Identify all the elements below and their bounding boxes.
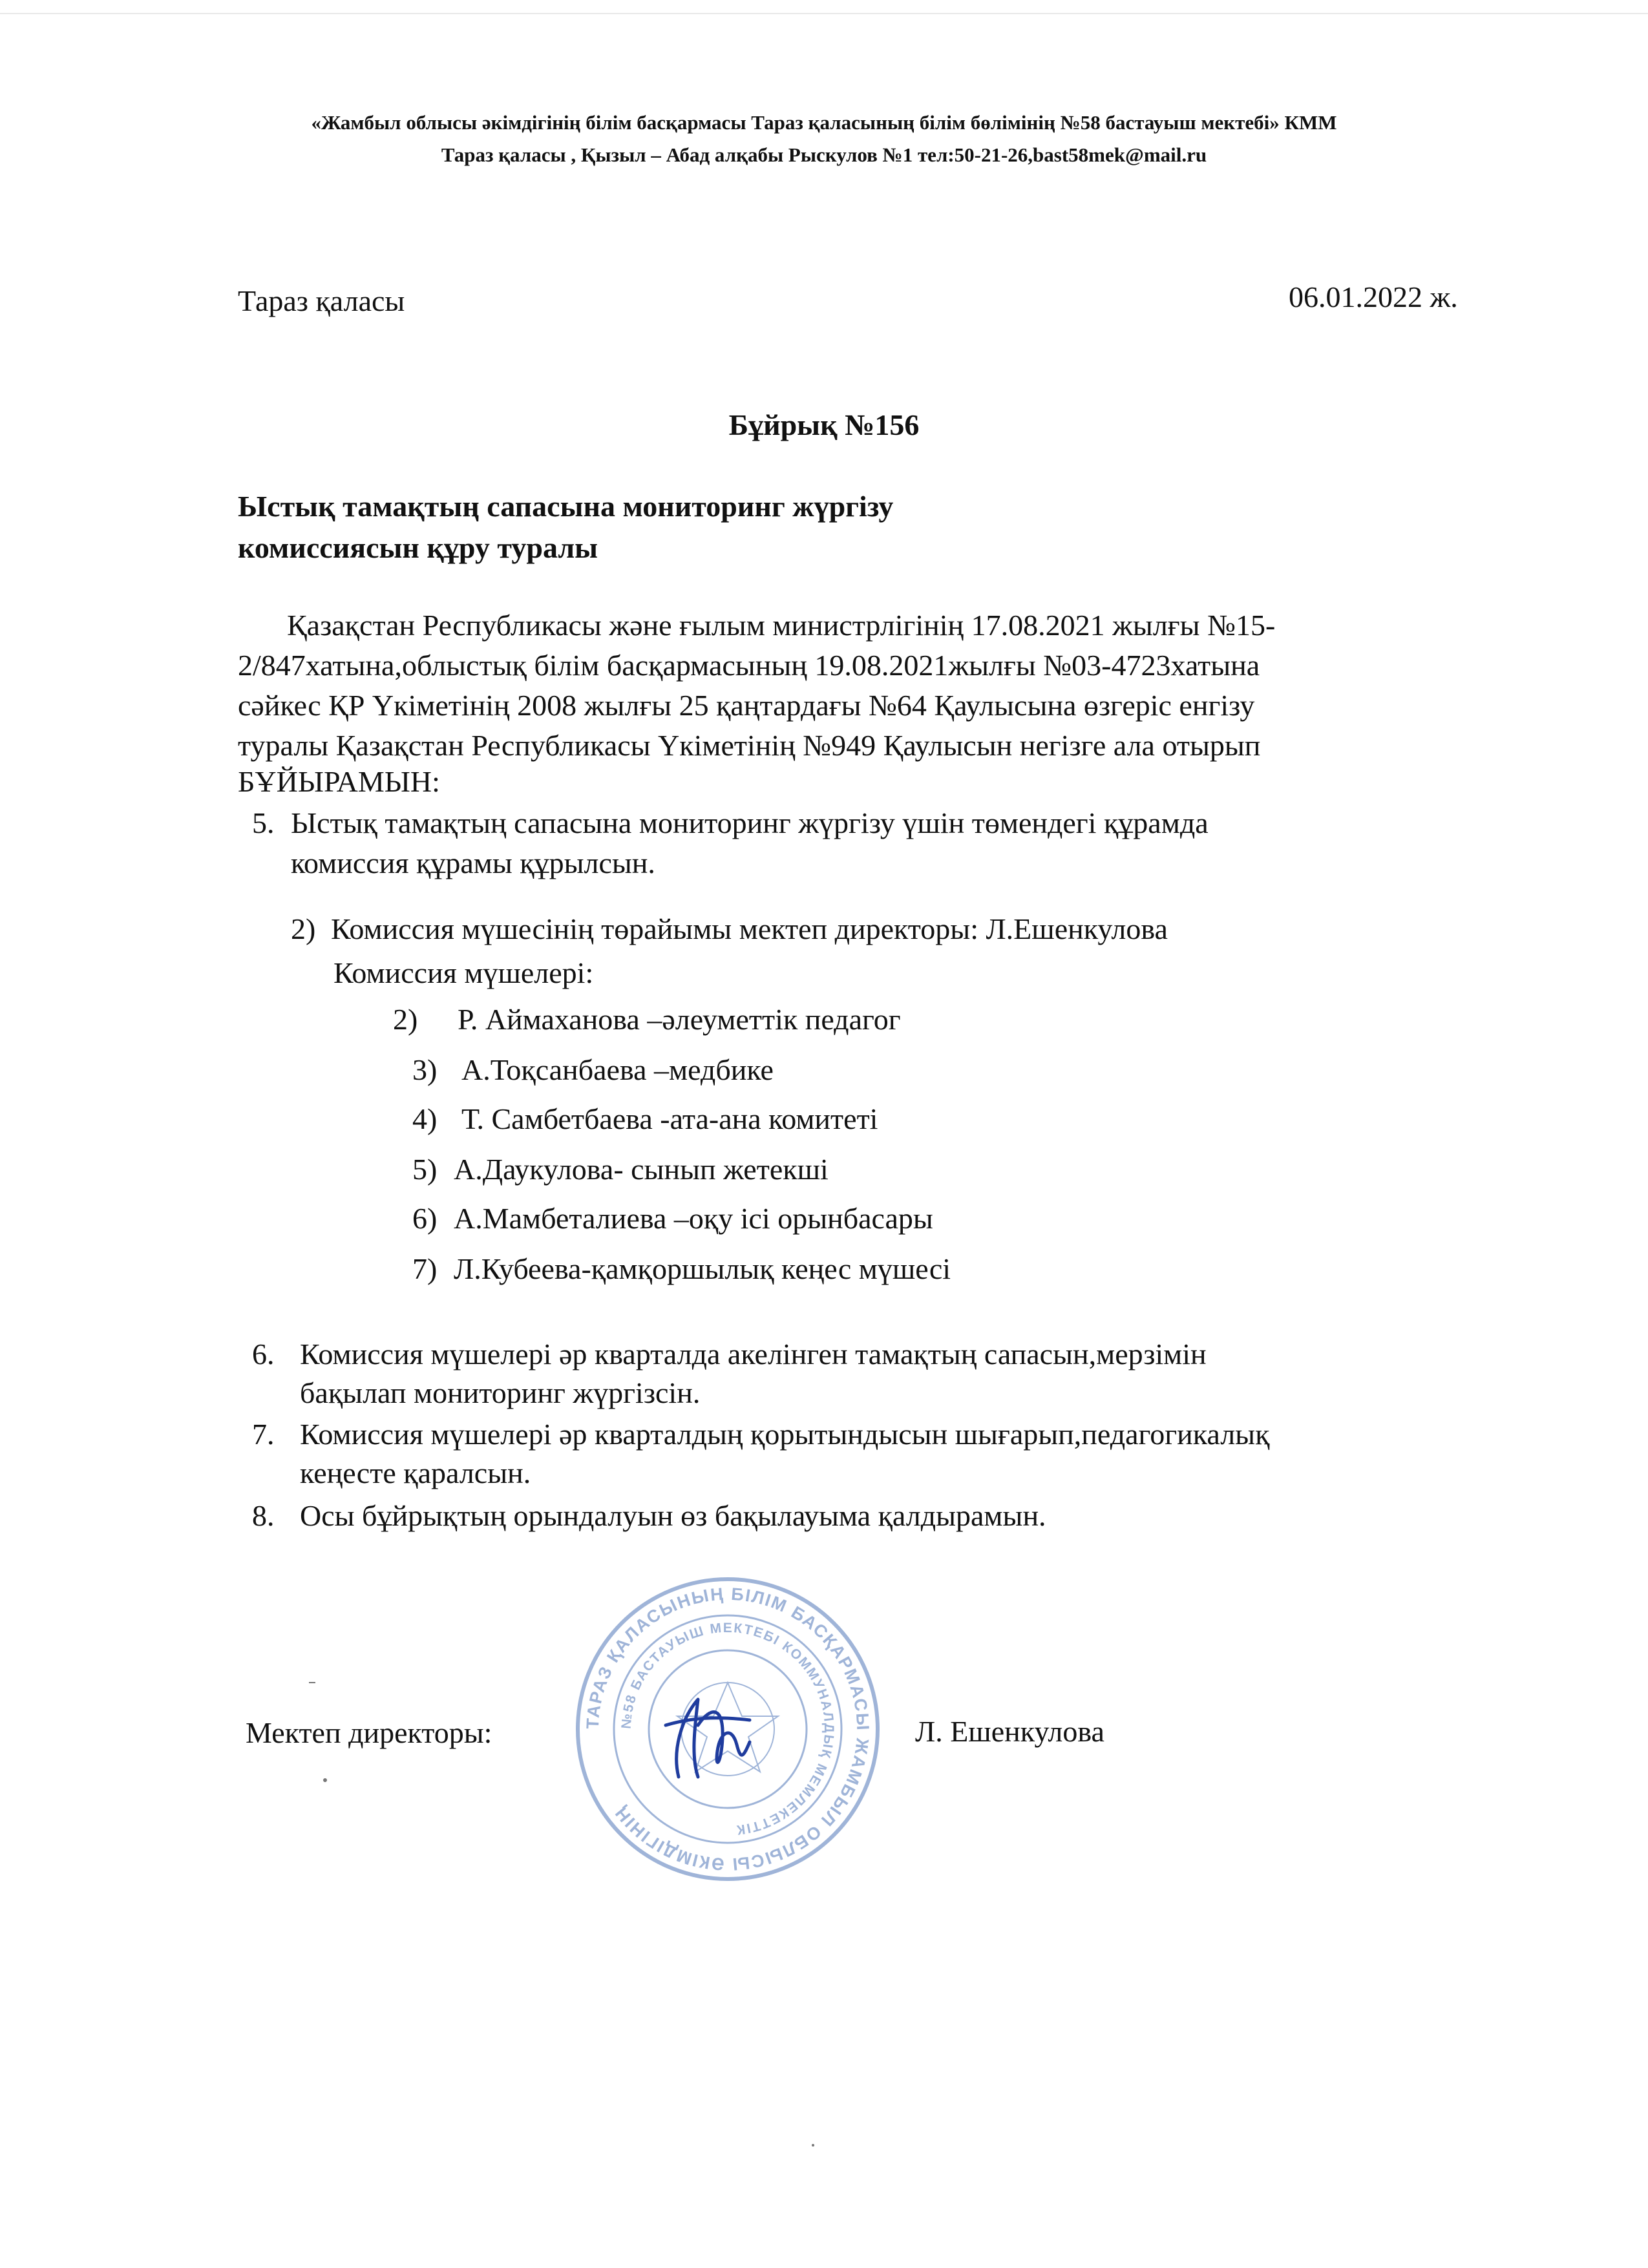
item-line: Осы бұйрықтың орындалуын өз бақылауыма қалдырамын.: [300, 1499, 1046, 1532]
item-line: Комиссия мүшелері әр кварталдың қорытындысын шығарып,педагогикалық: [300, 1418, 1270, 1451]
place: Тараз қаласы: [238, 284, 405, 317]
scan-speck: [309, 1682, 315, 1683]
member-number: 4): [412, 1102, 438, 1135]
letterhead-line-2: Тараз қаласы , Қызыл – Абад алқабы Рыскулов №1 тел:50-21-26,bast58mek@mail.ru: [441, 143, 1207, 166]
member-number: 7): [412, 1252, 438, 1285]
chair-number: 2): [291, 912, 316, 945]
preamble-line-4: туралы Қазақстан Республикасы Үкіметінің №949 Қаулысын негізге ала отырып: [238, 729, 1261, 762]
member-line: Т. Самбетбаева -ата-ана комитеті: [461, 1102, 878, 1135]
member-number: 3): [412, 1053, 438, 1086]
members-label: Комиссия мүшелері:: [333, 956, 594, 989]
preamble-line-1: Қазақстан Республикасы және ғылым министрлігінің 17.08.2021 жылғы №15-: [287, 609, 1276, 642]
member-line: А.Даукулова- сынып жетекші: [454, 1153, 829, 1186]
item-number: 7.: [252, 1418, 275, 1451]
letterhead-line-1: «Жамбыл облысы әкімдігінің білім басқармасы Тараз қаласының білім бөлімінің №58 бастауыш мектебі» КММ: [311, 111, 1337, 134]
preamble-line-5: БҰЙЫРАМЫН:: [238, 765, 440, 798]
svg-text:ТАРАЗ ҚАЛАСЫНЫҢ БІЛІМ БАСҚАРМА: ТАРАЗ ҚАЛАСЫНЫҢ БІЛІМ БАСҚАРМАСЫ ЖАМБЫЛ ОБЛЫСЫ ӘКІМДІГІНІҢ: [582, 1584, 873, 1874]
signatory-title: Мектеп директоры:: [246, 1716, 492, 1749]
svg-text:№58 БАСТАУЫШ МЕКТЕБІ КОММУНАЛД: №58 БАСТАУЫШ МЕКТЕБІ КОММУНАЛДЫҚ МЕМЛЕКЕТТІК: [618, 1620, 837, 1838]
signatory-name: Л. Ешенкулова: [915, 1715, 1104, 1748]
signature-scribble: [653, 1680, 763, 1790]
item-line: кеңесте қаралсын.: [300, 1456, 531, 1489]
scan-speck: [812, 2144, 814, 2147]
member-number: 5): [412, 1153, 438, 1186]
scan-edge-line: [0, 13, 1648, 14]
chair-line: Комиссия мүшесінің төрайымы мектеп директоры: Л.Ешенкулова: [331, 912, 1168, 945]
member-number: 6): [412, 1202, 438, 1235]
member-number: 2): [393, 1003, 418, 1036]
item-line: Комиссия мүшелері әр кварталда акелінген тамақтың сапасын,мерзімін: [300, 1338, 1207, 1370]
order-title: Бұйрық №156: [728, 408, 920, 441]
date: 06.01.2022 ж.: [1289, 280, 1458, 313]
item-line: бақылап мониторинг жүргізсін.: [300, 1376, 701, 1409]
subject-line-2: комиссиясын құру туралы: [238, 531, 598, 564]
scan-speck: [323, 1778, 327, 1782]
item-number: 5.: [252, 806, 275, 839]
preamble-line-3: сәйкес ҚР Үкіметінің 2008 жылғы 25 қаңтардағы №64 Қаулысына өзгеріс енгізу: [238, 689, 1255, 722]
item-line: Ыстық тамақтың сапасына мониторинг жүргізу үшін төмендегі құрамда: [291, 806, 1209, 839]
subject-line-1: Ыстық тамақтың сапасына мониторинг жүргізу: [238, 490, 894, 523]
item-number: 8.: [252, 1499, 275, 1532]
member-line: Р. Аймаханова –әлеуметтік педагог: [458, 1003, 901, 1036]
item-line: комиссия құрамы құрылсын.: [291, 846, 655, 879]
preamble-line-2: 2/847хатына,облыстық білім басқармасының 19.08.2021жылғы №03-4723хатына: [238, 649, 1260, 682]
member-line: Л.Кубеева-қамқоршылық кеңес мүшесі: [454, 1252, 951, 1285]
member-line: А.Тоқсанбаева –медбике: [461, 1053, 774, 1086]
item-number: 6.: [252, 1338, 275, 1370]
member-line: А.Мамбеталиева –оқу ісі орынбасары: [454, 1202, 933, 1235]
